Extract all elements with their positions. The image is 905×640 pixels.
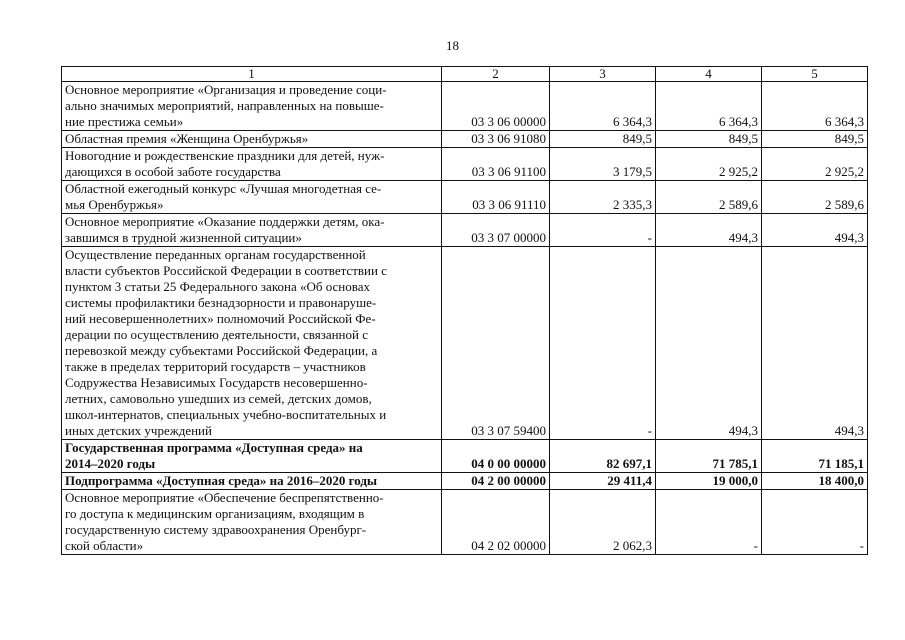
table-row [62,247,868,440]
row-name-line: ально значимых мероприятий, направленных на повыше- [65,98,384,113]
row-value-col5: 6 364,3 [762,82,868,131]
row-value-col5: - [762,490,868,555]
row-name-line: школ-интернатов, специальных учебно-воспитательных и [65,407,387,422]
row-name-line: пунктом 3 статьи 25 Федерального закона «Об основах [65,279,371,294]
row-value-col3: 3 179,5 [550,148,656,181]
row-value-col3: 2 062,3 [550,490,656,555]
table-header-row [62,67,868,82]
row-name-line: Областной ежегодный конкурс «Лучшая многодетная се- [65,181,382,196]
column-header-5: 5 [762,67,868,82]
row-name-line: Новогодние и рождественские праздники для детей, нуж- [65,148,385,163]
row-value-col4: 71 785,1 [656,440,762,473]
row-code-cell: 03 3 07 00000 [442,214,550,247]
row-name-line: Содружества Независимых Государств несовершенно- [65,375,368,390]
row-name-line: перевозкой между субъектами Российской Федерации, а [65,343,378,358]
row-name-cell [62,82,442,131]
table-row [62,148,868,181]
row-value-col3: 6 364,3 [550,82,656,131]
row-value-col4: 494,3 [656,214,762,247]
row-name-cell [62,440,442,473]
column-header-4: 4 [656,67,762,82]
row-value-col5: 71 185,1 [762,440,868,473]
row-value-col4: 494,3 [656,247,762,440]
row-name-line: Подпрограмма «Доступная среда» на 2016–2020 годы [65,473,378,488]
row-name-cell [62,490,442,555]
row-value-col4: 2 925,2 [656,148,762,181]
row-name-cell [62,148,442,181]
row-value-col5: 494,3 [762,247,868,440]
row-value-col3: 2 335,3 [550,181,656,214]
row-name-line: дающихся в особой заботе государства [65,164,281,179]
row-name-line: 2014–2020 годы [65,456,156,471]
row-name-line: ний несовершеннолетних» полномочий Российской Фе- [65,311,376,326]
row-value-col3: - [550,247,656,440]
row-name-cell [62,473,442,490]
page-number: 18 [446,38,459,53]
table-row [62,440,868,473]
row-name-line: дерации по осуществлению деятельности, связанной с [65,327,368,342]
row-value-col5: 849,5 [762,131,868,148]
row-value-col3: 849,5 [550,131,656,148]
row-value-col4: 2 589,6 [656,181,762,214]
row-code-cell: 03 3 06 91110 [442,181,550,214]
row-name-line: летних, самовольно ушедших из семей, детских домов, [65,391,372,406]
row-value-col5: 2 589,6 [762,181,868,214]
row-value-col5: 18 400,0 [762,473,868,490]
row-name-line: Областная премия «Женщина Оренбуржья» [65,131,309,146]
row-name-line: Основное мероприятие «Обеспечение беспрепятственно- [65,490,384,505]
row-name-cell [62,131,442,148]
row-name-line: ние престижа семьи» [65,114,184,129]
column-header-2: 2 [442,67,550,82]
budget-table [61,66,868,555]
row-value-col4: 6 364,3 [656,82,762,131]
row-name-line: завшимся в трудной жизненной ситуации» [65,230,302,245]
row-code-cell: 04 2 00 00000 [442,473,550,490]
row-name-line: Государственная программа «Доступная среда» на [65,440,363,455]
row-name-line: Основное мероприятие «Оказание поддержки детям, ока- [65,214,385,229]
row-name-line: го доступа к медицинским организациям, входящим в [65,506,365,521]
row-code-cell: 03 3 06 91100 [442,148,550,181]
table-row [62,473,868,490]
row-value-col3: 82 697,1 [550,440,656,473]
table-row [62,490,868,555]
row-value-col3: 29 411,4 [550,473,656,490]
table-row [62,214,868,247]
row-value-col4: 849,5 [656,131,762,148]
row-code-cell: 04 2 02 00000 [442,490,550,555]
row-name-cell [62,214,442,247]
row-name-line: системы профилактики безнадзорности и правонаруше- [65,295,377,310]
row-name-line: ской области» [65,538,144,553]
row-name-cell [62,247,442,440]
row-name-line: мья Оренбуржья» [65,197,164,212]
row-name-line: власти субъектов Российской Федерации в соответствии с [65,263,387,278]
row-name-cell [62,181,442,214]
column-header-1: 1 [62,67,442,82]
row-name-line: иных детских учреждений [65,423,212,438]
row-value-col5: 494,3 [762,214,868,247]
row-code-cell: 03 3 06 91080 [442,131,550,148]
row-value-col4: 19 000,0 [656,473,762,490]
row-value-col5: 2 925,2 [762,148,868,181]
row-name-line: Основное мероприятие «Организация и проведение соци- [65,82,387,97]
row-code-cell: 04 0 00 00000 [442,440,550,473]
column-header-3: 3 [550,67,656,82]
table-row [62,131,868,148]
row-value-col3: - [550,214,656,247]
row-name-line: также в пределах территорий государств – участников [65,359,366,374]
row-code-cell: 03 3 06 00000 [442,82,550,131]
table-row [62,82,868,131]
row-value-col4: - [656,490,762,555]
row-name-line: государственную систему здравоохранения Оренбург- [65,522,367,537]
row-code-cell: 03 3 07 59400 [442,247,550,440]
table-row [62,181,868,214]
row-name-line: Осуществление переданных органам государственной [65,247,366,262]
